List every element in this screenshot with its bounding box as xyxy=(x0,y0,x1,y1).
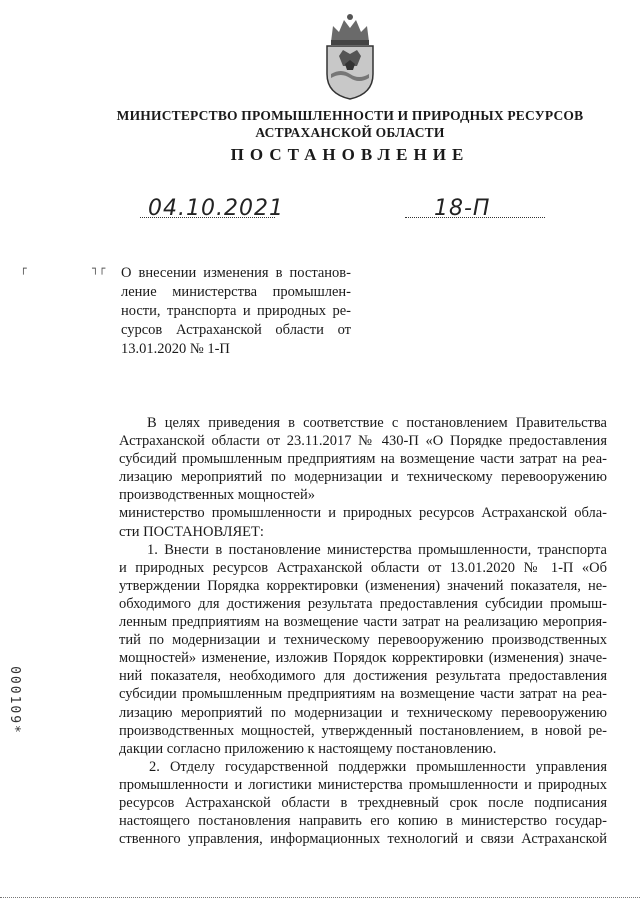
body-line: лизацию мероприятий по модернизации и техническому перевооружению xyxy=(119,469,607,486)
coat-of-arms-emblem xyxy=(317,12,383,100)
body-line: настоящего постановления направить его копию в министерство государ- xyxy=(119,813,607,830)
body-line: ний показателя, необходимого для достижения результата предоставления xyxy=(119,668,607,685)
bottom-dotted-edge xyxy=(0,897,640,898)
body-line: и природных ресурсов Астраханской области от 13.01.2020 № 1-П «Об xyxy=(119,559,607,576)
document-subject xyxy=(121,264,351,359)
body-line: промышленности и логистики министерства промышленности и природных xyxy=(119,776,607,793)
ministry-name-line2: АСТРАХАНСКОЙ ОБЛАСТИ xyxy=(255,125,445,140)
ministry-name-line1: МИНИСТЕРСТВО ПРОМЫШЛЕННОСТИ И ПРИРОДНЫХ РЕСУРСОВ xyxy=(116,108,584,123)
body-line: сти ПОСТАНОВЛЯЕТ: xyxy=(119,523,264,540)
body-line: лизацию мероприятий по модернизации и техническому перевооружению xyxy=(119,704,607,721)
document-body xyxy=(119,414,607,848)
body-line: дакции согласно приложению к настоящему постановлению. xyxy=(119,740,497,757)
body-line: утверждении Порядка корректировки (изменения) значений показателя, не- xyxy=(119,577,607,594)
subject-line: сурсов Астраханской области от xyxy=(121,322,351,338)
body-line: тий по модернизации и техническому перевооружению производственных xyxy=(119,632,607,649)
subject-line: 13.01.2020 № 1-П xyxy=(121,341,230,357)
body-line: производственных мощностей, утвержденный постановлением, в новой ре- xyxy=(119,722,607,739)
body-line: В целях приведения в соответствие с постановлением Правительства xyxy=(147,415,607,431)
subject-line: ление министерства промышлен- xyxy=(121,284,351,300)
body-line: мощностей» изменение, изложив Порядок корректировки (изменения) значе- xyxy=(119,650,607,667)
body-line: министерство промышленности и природных ресурсов Астраханской обла- xyxy=(119,505,607,522)
body-line: субсидий промышленным предприятиям на возмещение части затрат на реа- xyxy=(119,451,607,468)
body-line: ленным предприятиям на возмещение части затрат на реализацию мероприя- xyxy=(119,614,607,631)
body-line: 2. Отделу государственной поддержки промышленности управления xyxy=(149,758,607,775)
document-date: 04.10.2021 xyxy=(148,196,284,221)
subject-line: О внесении изменения в постанов- xyxy=(121,265,351,281)
body-line: Астраханской области от 23.11.2017 № 430-П «О Порядке предоставления xyxy=(119,433,607,450)
subject-line: ности, транспорта и природных ре- xyxy=(121,303,351,319)
body-line: ресурсов Астраханской области в трехдневный срок после подписания xyxy=(119,794,607,811)
side-stamp-text: 000109* xyxy=(6,666,22,735)
side-stamp-number xyxy=(6,658,30,748)
body-line: производственных мощностей» xyxy=(119,487,315,504)
document-number: 18-П xyxy=(434,196,491,221)
corner-mark-right: ┐┌ xyxy=(92,262,106,275)
body-line: 1. Внести в постановление министерства промышленности, транспорта xyxy=(147,541,607,558)
date-underline xyxy=(140,217,275,218)
corner-mark-left: ┌ xyxy=(20,262,27,275)
body-line: ственного управления, информационных технологий и связи Астраханской xyxy=(119,831,607,848)
document-type: ПОСТАНОВЛЕНИЕ xyxy=(230,145,470,164)
body-line: субсидии промышленным предприятиям на возмещение части затрат на реа- xyxy=(119,686,607,703)
number-underline xyxy=(405,217,545,218)
body-line: обходимого для достижения результата предоставления субсидии промыш- xyxy=(119,595,607,612)
